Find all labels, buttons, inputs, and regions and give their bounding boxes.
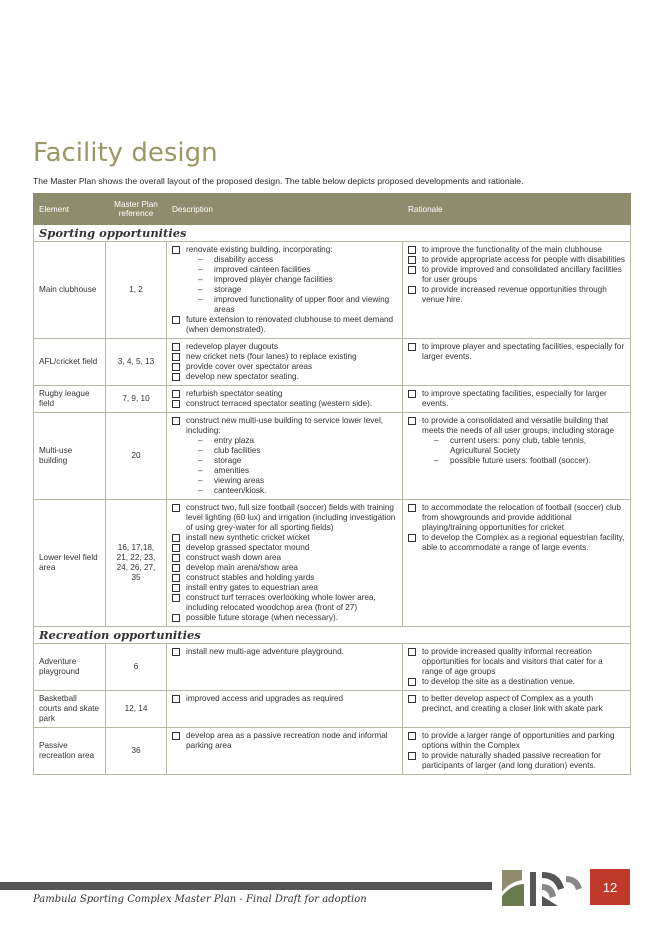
list-item	[172, 563, 397, 573]
list-item	[172, 416, 397, 496]
section-heading: Sporting opportunities	[34, 225, 631, 242]
header-rationale: Rationale	[403, 194, 631, 225]
description-sublist	[198, 255, 397, 315]
section-row	[34, 627, 631, 644]
table-row	[34, 691, 631, 728]
list-item	[408, 677, 625, 687]
description-cell	[167, 691, 403, 728]
rationale-cell	[403, 644, 631, 691]
list-item	[408, 751, 625, 771]
list-item	[408, 255, 625, 265]
element-cell: Rugby league field	[34, 386, 106, 413]
rationale-list	[408, 647, 625, 687]
reference-cell: 3, 4, 5, 13	[106, 339, 167, 386]
rationale-list	[408, 731, 625, 771]
description-text: develop new spectator seating.	[186, 372, 299, 381]
header-description: Description	[167, 194, 403, 225]
sub-list-item: – improved canteen facilities	[198, 265, 397, 275]
section-row	[34, 225, 631, 242]
list-item	[408, 416, 625, 466]
section-heading: Recreation opportunities	[34, 627, 631, 644]
sub-list-item: – possible future users: football (soccer).	[434, 456, 625, 466]
rationale-list	[408, 503, 625, 553]
list-item	[408, 647, 625, 677]
header-element: Element	[34, 194, 106, 225]
description-cell	[167, 339, 403, 386]
description-text: renovate existing building, incorporating:	[186, 245, 333, 254]
sub-list-item: – canteen/kiosk.	[198, 486, 397, 496]
page-number: 12	[602, 879, 618, 895]
description-list	[172, 694, 397, 704]
rationale-list	[408, 694, 625, 714]
reference-cell: 20	[106, 413, 167, 500]
sub-list-item: – storage	[198, 456, 397, 466]
list-item	[172, 503, 397, 533]
sub-list-item: – improved functionality of upper floor and viewing areas	[198, 295, 397, 315]
description-list	[172, 503, 397, 623]
description-text: new cricket nets (four lanes) to replace existing	[186, 352, 357, 361]
list-item	[172, 372, 397, 382]
rationale-text: to improve the functionality of the main clubhouse	[422, 245, 602, 254]
element-cell: AFL/cricket field	[34, 339, 106, 386]
rationale-text: to provide a consolidated and versatile building that meets the needs of all user groups, including storage	[422, 416, 615, 435]
rationale-cell	[403, 413, 631, 500]
table-row	[34, 728, 631, 775]
rationale-text: to provide appropriate access for people with disabilities	[422, 255, 625, 264]
description-cell	[167, 413, 403, 500]
rationale-list	[408, 389, 625, 409]
rationale-text: to provide increased revenue opportunities through venue hire.	[422, 285, 607, 304]
complex-logo-icon	[498, 866, 586, 908]
table-row	[34, 242, 631, 339]
description-text: construct wash down area	[186, 553, 282, 562]
list-item	[172, 573, 397, 583]
reference-cell: 16, 17,18, 21, 22, 23, 24, 26, 27, 35	[106, 500, 167, 627]
rationale-list	[408, 342, 625, 362]
description-text: develop grassed spectator mound	[186, 543, 310, 552]
list-item	[172, 389, 397, 399]
description-list	[172, 389, 397, 409]
description-text: possible future storage (when necessary).	[186, 613, 339, 622]
rationale-text: to accommodate the relocation of football (soccer) club from showgrounds and provide additional playing/training opportunities for cricket	[422, 503, 621, 532]
table-row	[34, 386, 631, 413]
description-text: develop area as a passive recreation node and informal parking area	[186, 731, 388, 750]
description-text: construct turf terraces overlooking whole lower area, including relocated woodchop area (front of 27)	[186, 593, 376, 612]
rationale-text: to provide improved and consolidated ancillary facilities for user groups	[422, 265, 622, 284]
rationale-text: to provide naturally shaded passive recreation for participants of larger (and long duration) events.	[422, 751, 601, 770]
header-reference: Master Plan reference	[106, 194, 167, 225]
description-sublist	[198, 436, 397, 496]
list-item	[408, 285, 625, 305]
description-list	[172, 245, 397, 335]
description-cell	[167, 644, 403, 691]
description-list	[172, 416, 397, 496]
list-item	[172, 583, 397, 593]
list-item	[172, 352, 397, 362]
rationale-cell	[403, 386, 631, 413]
sub-list-item: – club facilities	[198, 446, 397, 456]
list-item	[172, 533, 397, 543]
list-item	[408, 265, 625, 285]
list-item	[172, 342, 397, 352]
list-item	[172, 694, 397, 704]
footer-bar	[0, 882, 492, 890]
rationale-cell	[403, 339, 631, 386]
list-item	[172, 543, 397, 553]
page-number-badge	[590, 869, 630, 905]
table-row	[34, 339, 631, 386]
sub-list-item: – current users: pony club, table tennis, Agricultural Society	[434, 436, 625, 456]
description-text: redevelop player dugouts	[186, 342, 278, 351]
list-item	[172, 613, 397, 623]
list-item	[172, 399, 397, 409]
element-cell: Multi-use building	[34, 413, 106, 500]
reference-cell: 12, 14	[106, 691, 167, 728]
list-item	[172, 245, 397, 315]
description-text: provide cover over spectator areas	[186, 362, 313, 371]
list-item	[408, 503, 625, 533]
list-item	[172, 553, 397, 563]
table-row	[34, 500, 631, 627]
element-cell: Main clubhouse	[34, 242, 106, 339]
facility-table	[33, 193, 631, 775]
rationale-cell	[403, 691, 631, 728]
description-text: construct terraced spectator seating (western side).	[186, 399, 373, 408]
rationale-text: to improve spectating facilities, especially for larger events.	[422, 389, 607, 408]
description-cell	[167, 500, 403, 627]
description-text: improved access and upgrades as required	[186, 694, 344, 703]
rationale-text: to develop the site as a destination venue.	[422, 677, 575, 686]
description-text: install new multi-age adventure playground.	[186, 647, 344, 656]
rationale-sublist	[434, 436, 625, 466]
description-text: future extension to renovated clubhouse to meet demand (when demonstrated).	[186, 315, 394, 334]
list-item	[172, 647, 397, 657]
table-row	[34, 644, 631, 691]
rationale-text: to develop the Complex as a regional equestrian facility, able to accommodate a range of large events.	[422, 533, 625, 552]
element-cell: Basketball courts and skate park	[34, 691, 106, 728]
list-item	[408, 389, 625, 409]
description-text: construct two, full size football (soccer) fields with training level lighting (60 lux) and irrigation (including investigation of using grey-water for all sporting fields)	[186, 503, 396, 532]
description-text: refurbish spectator seating	[186, 389, 283, 398]
element-cell: Lower level field area	[34, 500, 106, 627]
list-item	[408, 342, 625, 362]
rationale-cell	[403, 500, 631, 627]
sub-list-item: – storage	[198, 285, 397, 295]
description-text: construct new multi-use building to service lower level, including:	[186, 416, 384, 435]
list-item	[172, 315, 397, 335]
list-item	[408, 245, 625, 255]
rationale-text: to provide increased quality informal recreation opportunities for locals and visitors that cater for a range of age groups	[422, 647, 603, 676]
reference-cell: 36	[106, 728, 167, 775]
rationale-text: to provide a larger range of opportunities and parking options within the Complex	[422, 731, 615, 750]
rationale-list	[408, 245, 625, 305]
table-row	[34, 413, 631, 500]
description-cell	[167, 242, 403, 339]
list-item	[172, 593, 397, 613]
reference-cell: 1, 2	[106, 242, 167, 339]
list-item	[172, 731, 397, 751]
sub-list-item: – improved player change facilities	[198, 275, 397, 285]
description-list	[172, 731, 397, 751]
rationale-cell	[403, 728, 631, 775]
description-text: construct stables and holding yards	[186, 573, 315, 582]
rationale-text: to better develop aspect of Complex as a youth precinct, and creating a closer link with skate park	[422, 694, 603, 713]
sub-list-item: – disability access	[198, 255, 397, 265]
list-item	[408, 731, 625, 751]
element-cell: Passive recreation area	[34, 728, 106, 775]
description-cell	[167, 728, 403, 775]
list-item	[408, 533, 625, 553]
rationale-cell	[403, 242, 631, 339]
footer-text: Pambula Sporting Complex Master Plan - Final Draft for adoption	[33, 894, 367, 905]
table-body	[34, 225, 631, 775]
sub-list-item: – entry plaza	[198, 436, 397, 446]
rationale-text: to improve player and spectating facilities, especially for larger events.	[422, 342, 625, 361]
reference-cell: 7, 9, 10	[106, 386, 167, 413]
table-header-row	[34, 194, 631, 225]
reference-cell: 6	[106, 644, 167, 691]
intro-text: The Master Plan shows the overall layout of the proposed design. The table below depicts proposed developments and rationale.	[33, 176, 524, 186]
element-cell: Adventure playground	[34, 644, 106, 691]
description-text: install new synthetic cricket wicket	[186, 533, 310, 542]
description-list	[172, 342, 397, 382]
description-list	[172, 647, 397, 657]
description-text: install entry gates to equestrian area	[186, 583, 318, 592]
sub-list-item: – viewing areas	[198, 476, 397, 486]
page-title: Facility design	[33, 138, 218, 168]
description-text: develop main arena/show area	[186, 563, 298, 572]
list-item	[408, 694, 625, 714]
rationale-list	[408, 416, 625, 466]
description-cell	[167, 386, 403, 413]
list-item	[172, 362, 397, 372]
sub-list-item: – amenities	[198, 466, 397, 476]
